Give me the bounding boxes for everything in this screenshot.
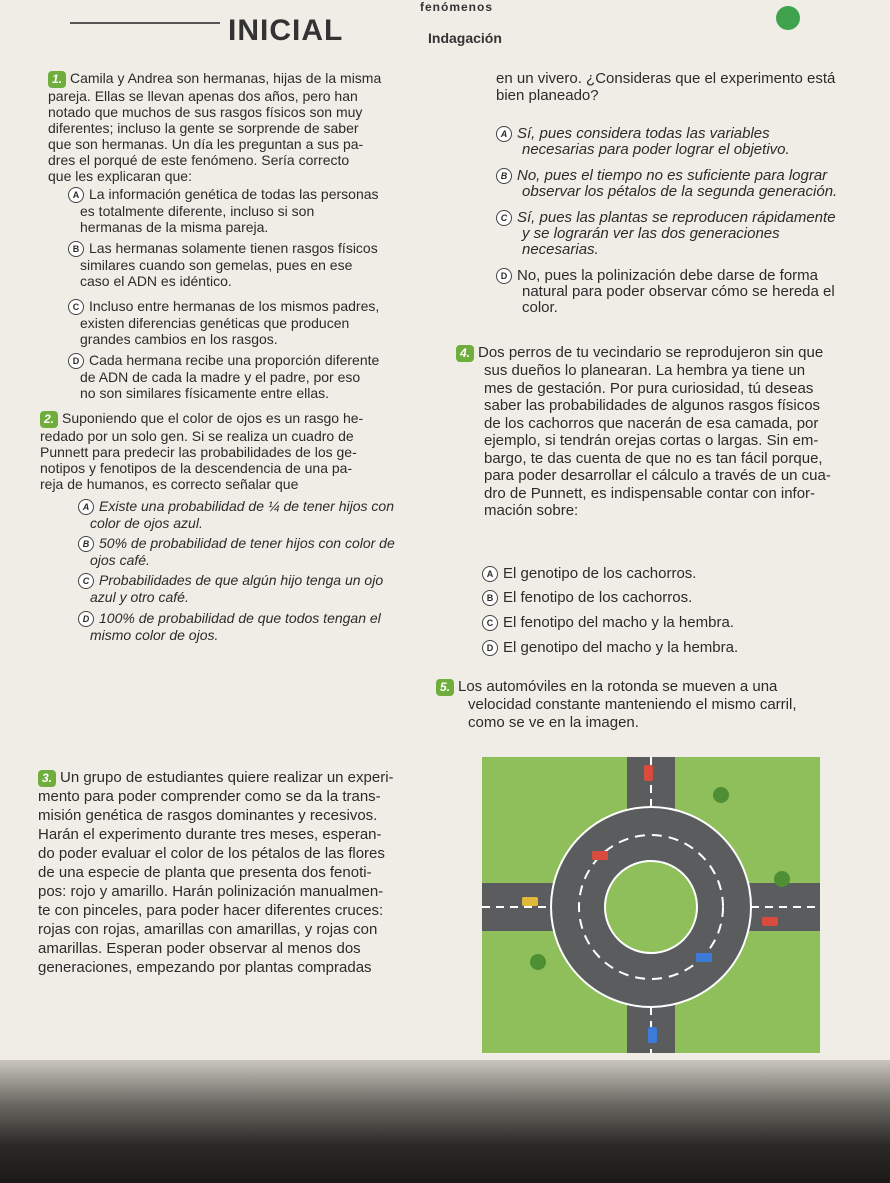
option-text: y se lograrán ver las dos generaciones: [522, 225, 780, 242]
car-icon: [696, 953, 712, 962]
option-text: No, pues la polinización debe darse de forma: [517, 267, 819, 284]
q4-line: ejemplo, si tendrán orejas cortas o largas. Sin em-: [484, 432, 819, 449]
option-text: es totalmente diferente, incluso si son: [80, 203, 315, 219]
car-icon: [592, 851, 608, 860]
q2-option-a[interactable]: [78, 498, 446, 531]
question-number-badge: 5.: [436, 679, 454, 696]
option-letter-circle: B: [482, 590, 498, 606]
section-title: INICIAL: [228, 14, 344, 47]
option-text: mismo color de ojos.: [90, 627, 219, 643]
option-text: natural para poder observar cómo se hereda el: [522, 283, 835, 300]
page-bottom-shadow: [0, 1060, 890, 1183]
q4-line: sus dueños lo planearan. La hembra ya tiene un: [484, 362, 806, 379]
option-text: azul y otro café.: [90, 589, 189, 605]
question-3-continuation: [496, 70, 876, 104]
option-text: Incluso entre hermanas de los mismos padres,: [89, 298, 380, 314]
option-text: Probabilidades de que algún hijo tenga un ojo: [99, 572, 384, 588]
q3-line: rojas con rojas, amarillas con amarillas, y rojas con: [38, 921, 378, 938]
green-dot-decoration: [776, 6, 800, 30]
option-letter-circle: B: [68, 241, 84, 257]
q3-line: generaciones, empezando por plantas compradas: [38, 959, 372, 976]
q3-line: te con pinceles, para poder hacer diferentes cruces:: [38, 902, 384, 919]
q4-option-a[interactable]: [482, 566, 862, 582]
q3-line: do poder evaluar el color de los pétalos de las flores: [38, 845, 385, 862]
option-text: observar los pétalos de la segunda generación.: [522, 183, 838, 200]
option-letter-circle: D: [482, 640, 498, 656]
q2-line: notipos y fenotipos de la descendencia de una pa-: [40, 460, 353, 476]
option-text: Existe una probabilidad de ¼ de tener hijos con: [99, 498, 394, 514]
q4-line: mes de gestación. Por pura curiosidad, tú deseas: [484, 379, 814, 397]
q3-line: Un grupo de estudiantes quiere realizar un experi-: [60, 769, 394, 786]
option-letter-circle: A: [496, 126, 512, 142]
q2-line: Suponiendo que el color de ojos es un rasgo he-: [62, 410, 364, 426]
tree-icon: [774, 871, 790, 887]
option-text: 50% de probabilidad de tener hijos con color de: [99, 535, 395, 551]
top-running-header: fenómenos: [420, 0, 494, 14]
q3-option-d[interactable]: [496, 268, 881, 316]
option-text: no son similares físicamente entre ellas.: [80, 385, 329, 401]
option-text: caso el ADN es idéntico.: [80, 273, 232, 289]
option-letter-circle: C: [68, 299, 84, 315]
central-island: [605, 861, 697, 953]
q1-line: pareja. Ellas se llevan apenas dos años, pero han: [48, 88, 358, 104]
q3-line: de una especie de planta que presenta dos fenoti-: [38, 864, 372, 881]
option-letter-circle: D: [68, 353, 84, 369]
option-text: 100% de probabilidad de que todos tengan el: [99, 610, 381, 626]
option-text: La información genética de todas las personas: [89, 186, 379, 202]
option-text: grandes cambios en los rasgos.: [80, 331, 278, 347]
q3-line: amarillas. Esperan poder observar al menos dos: [38, 940, 361, 957]
q1-option-b[interactable]: [68, 240, 443, 289]
question-number-badge: 3.: [38, 770, 56, 787]
q3-continuation-line: en un vivero. ¿Consideras que el experimento está: [496, 70, 836, 87]
q1-line: dres el porqué de este fenómeno. Sería correcto: [48, 152, 350, 168]
q2-line: reja de humanos, es correcto señalar que: [40, 476, 299, 492]
q1-line: notado que muchos de sus rasgos físicos son muy: [48, 104, 363, 120]
q4-line: de los cachorros que nacerán de esa camada, por: [484, 414, 819, 432]
q3-option-b[interactable]: [496, 168, 881, 200]
option-letter-circle: A: [78, 499, 94, 515]
q5-line: velocidad constante manteniendo el mismo carril,: [468, 696, 797, 713]
option-text: color.: [522, 299, 558, 316]
q4-line: dro de Punnett, es indispensable contar con infor-: [484, 484, 816, 502]
tree-icon: [530, 954, 546, 970]
question-2-stem: [40, 410, 445, 492]
q1-option-c[interactable]: [68, 298, 443, 347]
q2-option-c[interactable]: [78, 572, 446, 605]
option-text: El genotipo de los cachorros.: [503, 565, 697, 582]
question-5-stem: [436, 678, 882, 732]
q4-option-c[interactable]: [482, 615, 862, 631]
subsection-title: Indagación: [428, 30, 502, 46]
option-text: necesarias.: [522, 241, 599, 258]
car-icon: [648, 1027, 657, 1043]
q1-line: diferentes; incluso la gente se sorprende de saber: [48, 120, 359, 136]
question-1-stem: [48, 70, 443, 184]
option-text: color de ojos azul.: [90, 515, 203, 531]
car-icon: [762, 917, 778, 926]
option-letter-circle: A: [68, 187, 84, 203]
roundabout-illustration: [482, 757, 820, 1053]
q4-line: saber las probabilidades de algunos rasgos físicos: [484, 397, 821, 414]
q4-option-d[interactable]: [482, 640, 862, 656]
q5-line: como se ve en la imagen.: [468, 714, 639, 731]
car-icon: [522, 897, 538, 906]
q1-option-d[interactable]: [68, 352, 443, 401]
q2-option-b[interactable]: [78, 535, 446, 568]
option-text: El fenotipo de los cachorros.: [503, 589, 693, 606]
question-4-stem: [456, 344, 881, 520]
option-text: similares cuando son gemelas, pues en ese: [80, 257, 353, 273]
q1-option-a[interactable]: [68, 186, 443, 235]
option-letter-circle: C: [482, 615, 498, 631]
q3-option-a[interactable]: [496, 126, 881, 158]
car-icon: [644, 765, 653, 781]
q1-line: que les explicaran que:: [48, 168, 192, 184]
option-text: Sí, pues las plantas se reproducen rápidamente: [517, 209, 836, 226]
q1-line: Camila y Andrea son hermanas, hijas de la misma: [70, 70, 382, 86]
q2-line: Punnett para predecir las probabilidades de los ge-: [40, 444, 357, 460]
q3-line: mento para poder comprender como se da la trans-: [38, 788, 381, 805]
q4-line: Dos perros de tu vecindario se reprodujeron sin que: [478, 344, 824, 361]
q4-line: bargo, te das cuenta de que no es tan fácil porque,: [484, 449, 823, 467]
question-number-badge: 2.: [40, 411, 58, 428]
q1-line: que son hermanas. Un día les preguntan a sus pa-: [48, 136, 364, 152]
option-letter-circle: D: [496, 268, 512, 284]
option-letter-circle: D: [78, 611, 94, 627]
option-letter-circle: A: [482, 566, 498, 582]
option-text: existen diferencias genéticas que producen: [80, 315, 350, 331]
option-text: de ADN de cada la madre y el padre, por eso: [80, 369, 361, 385]
option-text: El genotipo del macho y la hembra.: [503, 639, 739, 656]
option-text: ojos café.: [90, 552, 150, 568]
option-letter-circle: C: [78, 573, 94, 589]
q4-line: mación sobre:: [484, 502, 579, 519]
option-text: hermanas de la misma pareja.: [80, 219, 269, 235]
q3-line: Harán el experimento durante tres meses, esperan-: [38, 826, 382, 843]
q3-line: misión genética de rasgos dominantes y recesivos.: [38, 807, 378, 824]
option-text: Las hermanas solamente tienen rasgos físicos: [89, 240, 378, 256]
q3-option-c[interactable]: [496, 210, 881, 258]
q2-option-d[interactable]: [78, 610, 446, 643]
tree-icon: [713, 787, 729, 803]
question-number-badge: 1.: [48, 71, 66, 88]
q2-line: redado por un solo gen. Si se realiza un cuadro de: [40, 428, 354, 444]
option-text: Cada hermana recibe una proporción diferente: [89, 352, 380, 368]
question-3-stem: [38, 768, 458, 977]
q3-continuation-line: bien planeado?: [496, 87, 599, 104]
option-text: Sí, pues considera todas las variables: [517, 125, 770, 142]
q5-line: Los automóviles en la rotonda se mueven a una: [458, 678, 778, 695]
q4-option-b[interactable]: [482, 590, 862, 606]
question-number-badge: 4.: [456, 345, 474, 362]
option-text: El fenotipo del macho y la hembra.: [503, 614, 734, 631]
option-text: necesarias para poder lograr el objetivo.: [522, 141, 790, 158]
option-letter-circle: C: [496, 210, 512, 226]
option-letter-circle: B: [78, 536, 94, 552]
option-text: No, pues el tiempo no es suficiente para lograr: [517, 167, 828, 184]
option-letter-circle: B: [496, 168, 512, 184]
q4-line: para poder desarrollar el cálculo a través de un cua-: [484, 467, 831, 484]
q3-line: pos: rojo y amarillo. Harán polinización manualmen-: [38, 883, 384, 900]
header-rule: [70, 22, 220, 24]
